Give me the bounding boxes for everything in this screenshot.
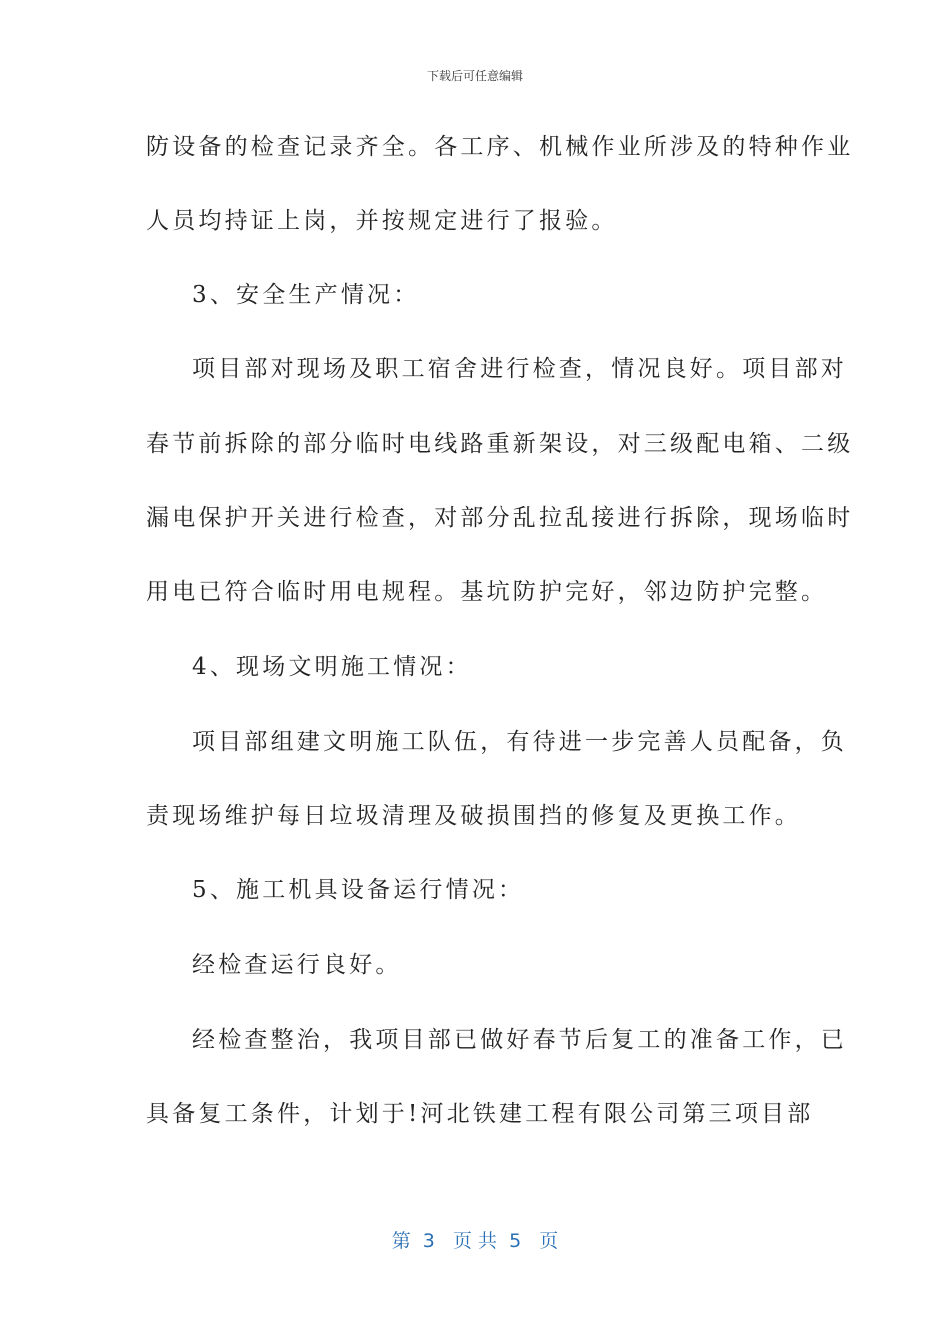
section-heading: 4、现场文明施工情况： [192,654,472,680]
paragraph-line: 人员均持证上岗，并按规定进行了报验。 [146,208,618,234]
paragraph-line: 防设备的检查记录齐全。各工序、机械作业所涉及的特种作业 [146,134,854,160]
paragraph-line: 春节前拆除的部分临时电线路重新架设，对三级配电箱、二级 [146,431,854,457]
paragraph-line: 项目部对现场及职工宿舍进行检查，情况良好。项目部对 [192,356,847,382]
paragraph-line: 经检查整治，我项目部已做好春节后复工的准备工作，已 [192,1027,847,1053]
download-note: 下载后可任意编辑 [426,69,523,83]
paragraph-line: 用电已符合临时用电规程。基坑防护完好，邻边防护完整。 [146,579,828,605]
paragraph-line: 责现场维护每日垃圾清理及破损围挡的修复及更换工作。 [146,803,801,829]
section-heading: 3、安全生产情况： [192,282,420,308]
paragraph-line: 具备复工条件，计划于!河北铁建工程有限公司第三项目部 [146,1101,814,1127]
page-number: 第 3 页 共 5 页 [391,1230,559,1252]
section-heading: 5、施工机具设备运行情况： [192,877,525,903]
paragraph-line: 经检查运行良好。 [192,952,402,978]
paragraph-line: 漏电保护开关进行检查，对部分乱拉乱接进行拆除，现场临时 [146,505,854,531]
paragraph-line: 项目部组建文明施工队伍，有待进一步完善人员配备，负 [192,729,847,755]
